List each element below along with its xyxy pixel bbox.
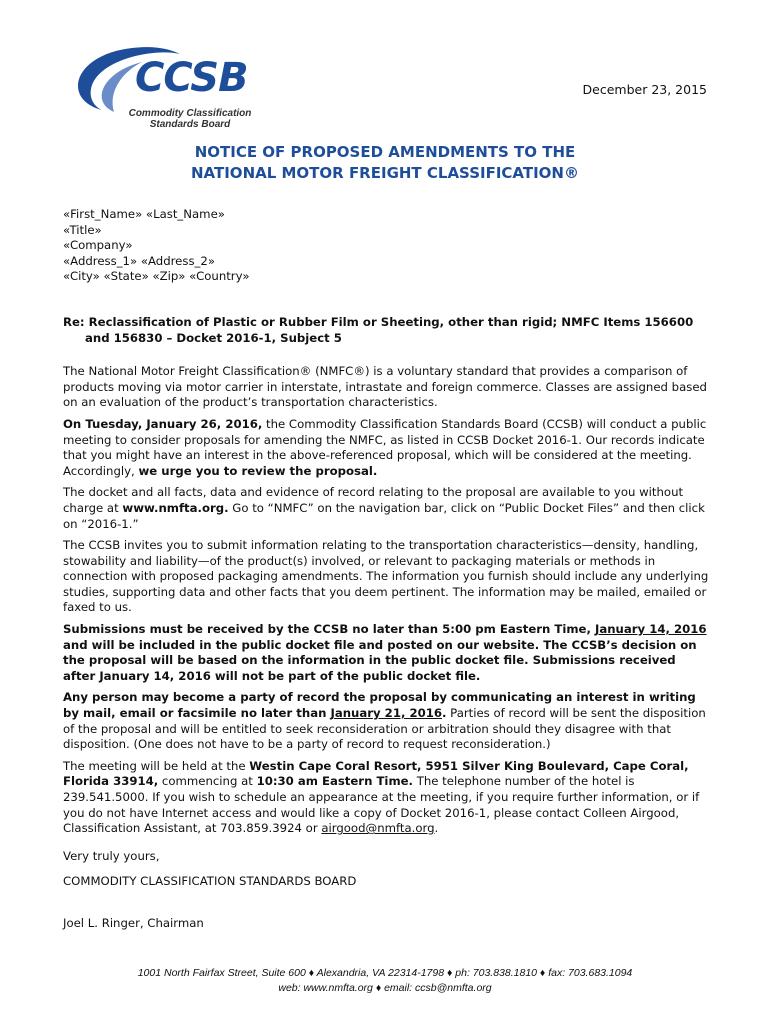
logo-subtitle: [110, 108, 270, 130]
paragraph-meeting: [63, 417, 709, 479]
venue-text: commencing at: [158, 774, 257, 789]
footer-contact: web: www.nmfta.org ♦ email: ccsb@nmfta.org: [278, 982, 492, 994]
address-line: «First_Name» «Last_Name»: [63, 207, 225, 221]
footer-address: 1001 North Fairfax Street, Suite 600 ♦ Alexandria, VA 22314-1798 ♦ ph: 703.838.1810 ♦ fax: 703.683.1094: [137, 967, 633, 979]
party-period: .: [442, 706, 447, 721]
notice-title: [0, 142, 770, 184]
docket-instructions: Go to “NMFC” on the navigation bar, click on “Public Docket Files” and then click on “2016-1.”: [63, 500, 705, 531]
address-block: [63, 207, 709, 285]
email-link[interactable]: airgood@nmfta.org: [321, 821, 435, 836]
submissions-deadline-date: January 14, 2016: [595, 622, 707, 637]
logo-subtitle-line1: Commodity Classification: [128, 108, 252, 119]
signature-org: COMMODITY CLASSIFICATION STANDARDS BOARD: [63, 874, 357, 889]
ccsb-logo: [62, 40, 262, 136]
meeting-text: the Commodity Classification Standards Board (CCSB) will conduct a public meeting to consider proposals for amending the NMFC, as listed in CCSB Docket 2016-1. Our records indicate that you might have an interest in the above-referenced proposal, which will be considered at the meeting. Accordingly,: [63, 416, 707, 478]
party-deadline-date: January 21, 2016: [330, 706, 442, 721]
letter-body: [63, 207, 709, 932]
paragraph-intro: The National Motor Freight Classification® (NMFC®) is a voluntary standard that provides a comparison of products moving via motor carrier in interstate, intrastate and foreign commerce. Classes are assigned based on an evaluation of the product’s transportation characteristics.: [63, 364, 707, 410]
party-text: Any person may become a party of record the proposal by communicating an interest in writing by mail, email or facsimile no later than: [63, 690, 696, 721]
logo-wordmark: CCSB: [135, 55, 248, 101]
subject-line: [63, 315, 709, 346]
paragraph-invite: The CCSB invites you to submit information relating to the transportation characteristics—density, handling, stowability and liability—of the product(s) involved, or relevant to packaging materials or methods in connection with proposed packaging amendments. The information you furnish should include any underlying studies, supporting data and other facts that you deem pertinent. The information may be mailed, emailed or faxed to us.: [63, 538, 709, 615]
address-line: «Address_1» «Address_2»: [63, 253, 215, 268]
paragraph-party-of-record: [63, 690, 709, 752]
subject-line-2: 156830 – Docket 2016-1, Subject 5: [113, 330, 342, 345]
paragraph-docket: [63, 485, 709, 532]
salutation: Very truly yours,: [63, 848, 160, 863]
paragraph-submissions: [63, 622, 709, 684]
venue-address: Westin Cape Coral Resort, 5951 Silver King Boulevard, Cape Coral, Florida 33914,: [63, 758, 689, 789]
logo-subtitle-line2: Standards Board: [149, 119, 231, 130]
urge-text: we urge you to review the proposal.: [138, 463, 378, 478]
address-line: «Company»: [63, 238, 133, 253]
notice-title-line1: NOTICE OF PROPOSED AMENDMENTS TO THE: [194, 143, 576, 161]
docket-text: The docket and all facts, data and evidence of record relating to the proposal are available to you without charge at: [63, 485, 684, 515]
notice-title-line2: NATIONAL MOTOR FREIGHT CLASSIFICATION®: [191, 164, 579, 182]
venue-time: 10:30 am Eastern Time.: [256, 774, 413, 789]
letter-date: December 23, 2015: [582, 82, 707, 97]
venue-period: .: [434, 821, 439, 836]
subject-line-1: Re: Reclassification of Plastic or Rubber Film or Sheeting, other than rigid; NMFC Items 156600 and: [63, 314, 694, 345]
venue-intro: The meeting will be held at the: [63, 758, 250, 773]
paragraph-venue: [63, 759, 709, 837]
submissions-text: and will be included in the public docket file and posted on our website. The CCSB’s decision on the proposal will be based on the information in the public docket file. Submissions received after January 14, 2016 will not be part of the public docket file.: [63, 637, 697, 683]
venue-contact: The telephone number of the hotel is 239.541.5000. If you wish to schedule an appearance at the meeting, if you require further information, or if you do not have Internet access and would like a copy of Docket 2016-1, please contact Colleen Airgood, Classification Assistant, at 703.859.3924 or: [63, 774, 700, 836]
letterhead-footer: [0, 966, 770, 996]
meeting-date: On Tuesday, January 26, 2016,: [63, 416, 263, 431]
party-details: Parties of record will be sent the disposition of the proposal and will be entitled to seek reconsideration or arbitration should they disagree with that disposition. (One does not have to be a party of record to request reconsideration.): [63, 706, 706, 752]
website-link[interactable]: www.nmfta.org.: [122, 500, 229, 515]
address-line: «City» «State» «Zip» «Country»: [63, 269, 250, 284]
signature-name: Joel L. Ringer, Chairman: [63, 915, 204, 930]
address-line: «Title»: [63, 222, 102, 237]
submissions-deadline-text: Submissions must be received by the CCSB no later than 5:00 pm Eastern Time,: [63, 622, 595, 637]
